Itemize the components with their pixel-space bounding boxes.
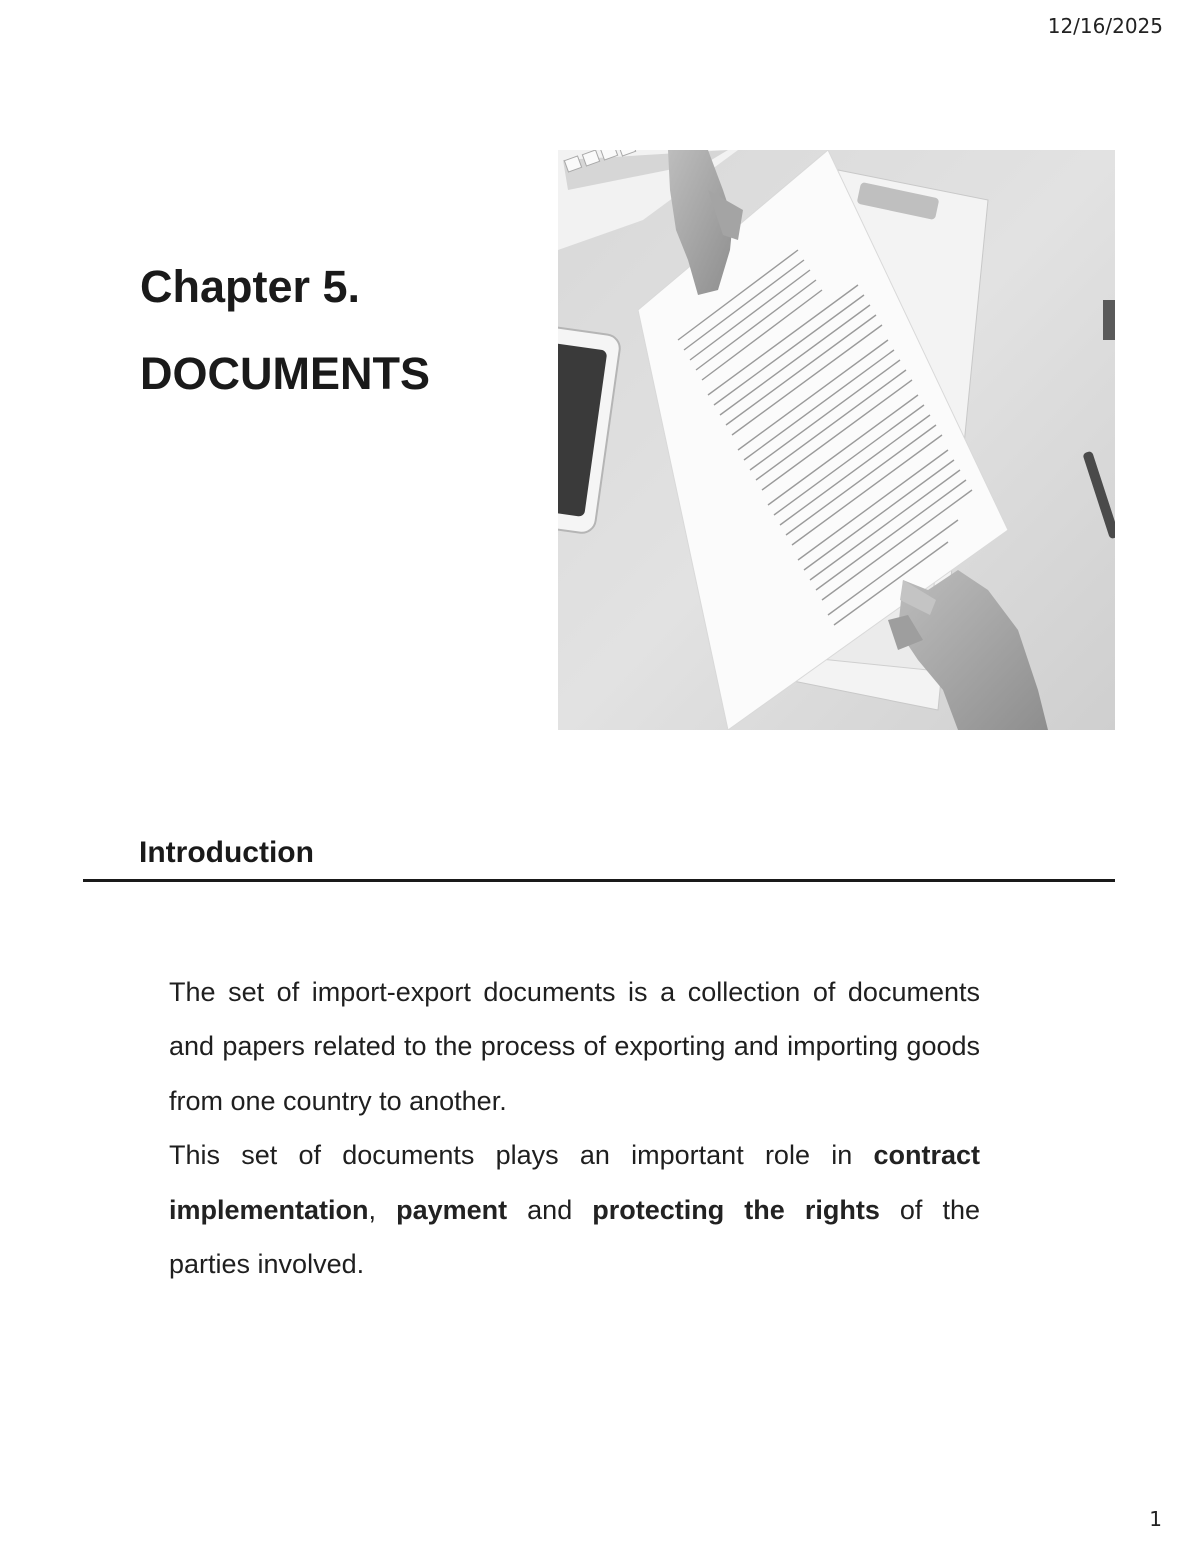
slide-title-chapter: Chapter 5. (140, 261, 361, 312)
intro-text-part4: of the parties involved. (169, 1194, 980, 1280)
intro-text-part3: and (507, 1194, 593, 1225)
section-divider (83, 879, 1115, 882)
slide-title-topic: DOCUMENTS (140, 348, 430, 399)
intro-body (169, 965, 980, 1291)
document-handover-photo (558, 150, 1115, 730)
keyword-protecting-rights: protecting the rights (592, 1194, 880, 1225)
intro-paragraph-1: The set of import-export documents is a collection of documents and papers related to the process of exporting and importing goods from one country to another. (169, 977, 980, 1116)
intro-paragraph-2 (169, 1128, 980, 1291)
print-date: 12/16/2025 (1047, 14, 1163, 38)
intro-text-part1: This set of documents plays an important role in (169, 1140, 874, 1171)
keyword-payment: payment (396, 1194, 508, 1225)
keyword-contract-implementation: contract implementation (169, 1140, 980, 1225)
intro-text-part2: , (368, 1194, 397, 1225)
page-number: 1 (1149, 1507, 1162, 1531)
section-heading: Introduction (139, 836, 314, 869)
slide-title (140, 243, 430, 417)
